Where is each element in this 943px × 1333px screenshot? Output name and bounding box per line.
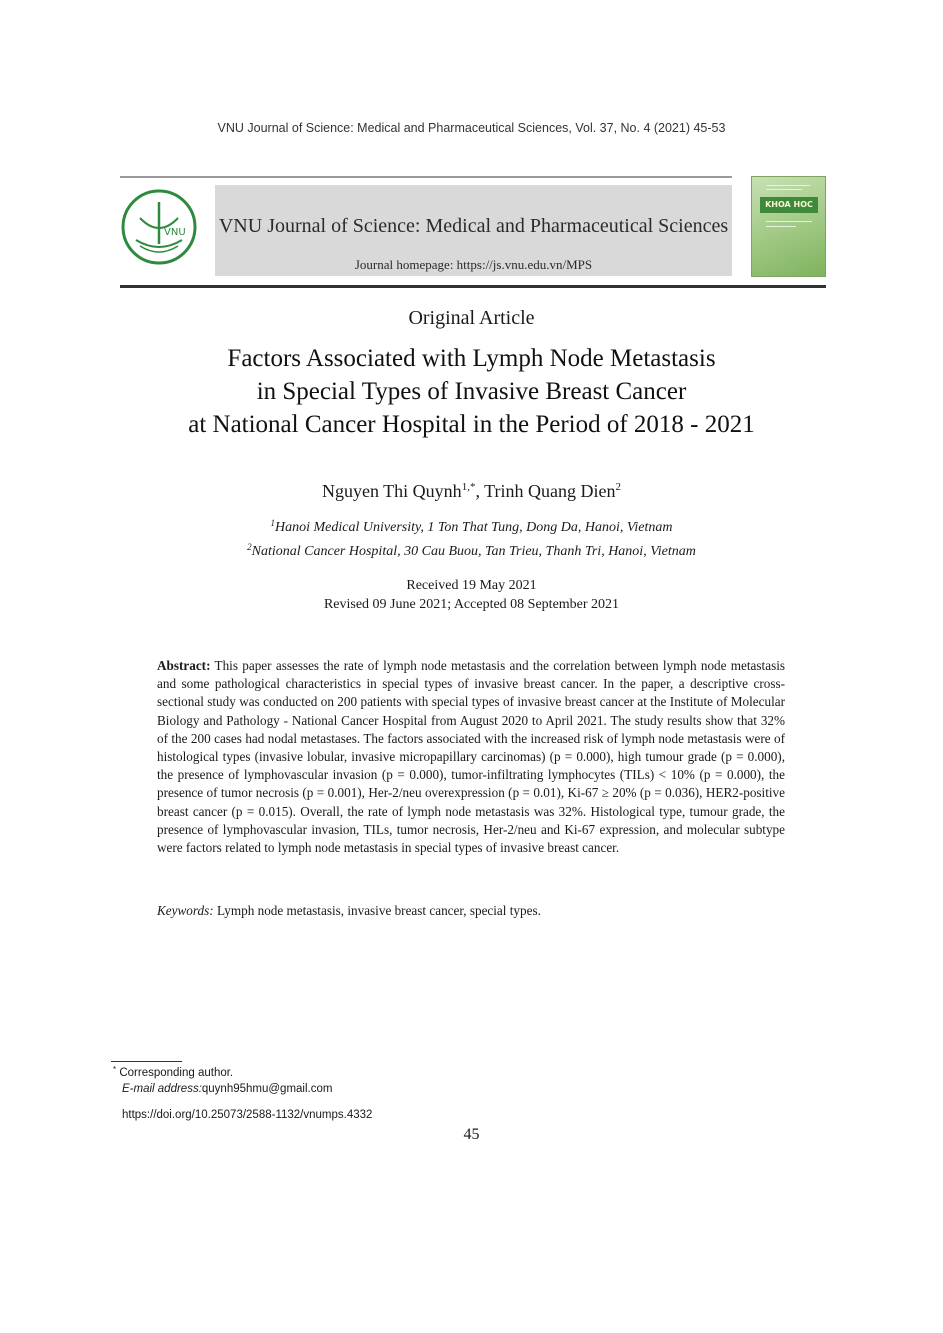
corresponding-email: E-mail address:quynh95hmu@gmail.com: [122, 1083, 333, 1095]
author-affiliation-marker: 1,*: [461, 481, 476, 493]
title-line: in Special Types of Invasive Breast Cancer: [256, 378, 687, 405]
title-line: Factors Associated with Lymph Node Metastasis: [227, 345, 716, 372]
journal-cover-thumbnail: [751, 176, 826, 277]
keywords-heading: Keywords:: [157, 903, 214, 918]
title-line: at National Cancer Hospital in the Period of 2018 - 2021: [188, 411, 755, 438]
abstract-heading: Abstract:: [157, 658, 211, 673]
vnu-logo: [120, 188, 198, 266]
abstract-text: This paper assesses the rate of lymph node metastasis and the correlation between lymph node metastasis and some pathological characteristics in special types of invasive breast cancer. In the paper, a descriptive cross-sectional study was conducted on 200 patients with special types of invasive breast cancer at the Institute of Molecular Biology and Pathology - National Cancer Hospital from August 2020 to April 2021. The study results show that 32% of the 200 cases had nodal metastases. The factors associated with the increased risk of lymph node metastasis were of histological types (invasive lobular, invasive micropapillary carcinomas) (p = 0.000), high tumour grade (p = 0.000), the presence of lymphovascular invasion (p = 0.000), tumor-infiltrating lymphocytes (TILs) < 10% (p = 0.000), the presence of tumor necrosis (p = 0.001), Her-2/neu overexpression (p = 0.01), Ki-67 ≥ 20% (p = 0.036), HER2-positive breast cancer (p = 0.015). Overall, the rate of lymph node metastasis was 32%. Histological type, tumour grade, the presence of lymphovascular invasion, TILs, tumor necrosis, Her-2/neu and Ki-67 expression, and molecular subtype were factors related to lymph node metastasis in special types of invasive breast cancer.: [157, 658, 785, 856]
abstract: [157, 657, 785, 857]
author-separator: ,: [475, 481, 485, 501]
cover-label: KHOA HOC: [765, 200, 813, 209]
revised-accepted-date: Revised 09 June 2021; Accepted 08 September 2021: [323, 597, 620, 612]
corresponding-author-note: * Corresponding author.: [113, 1065, 234, 1079]
author-affiliation-marker: 2: [615, 481, 621, 493]
author-name: Trinh Quang Dien: [484, 481, 616, 501]
author-list: [0, 481, 943, 502]
journal-name: VNU Journal of Science: Medical and Pharmaceutical Sciences: [218, 215, 729, 237]
received-date: Received 19 May 2021: [406, 578, 537, 593]
keywords-text: Lymph node metastasis, invasive breast cancer, special types.: [216, 903, 541, 918]
journal-banner: [215, 185, 732, 276]
keywords: [157, 903, 785, 919]
masthead-bottom-rule: [120, 285, 826, 288]
email-link[interactable]: quynh95hmu@gmail.com: [201, 1083, 333, 1095]
running-header: VNU Journal of Science: Medical and Pharmaceutical Sciences, Vol. 37, No. 4 (2021) 45-53: [217, 121, 726, 135]
footnote-rule: [111, 1061, 182, 1062]
journal-homepage: Journal homepage: https://js.vnu.edu.vn/MPS: [354, 257, 593, 272]
masthead-top-rule: [120, 176, 732, 178]
article-title: [100, 342, 843, 441]
logo-text: VNU: [164, 227, 186, 238]
article-type: Original Article: [408, 307, 535, 329]
author-name: Nguyen Thi Quynh: [322, 481, 462, 501]
doi-link[interactable]: https://doi.org/10.25073/2588-1132/vnumps.4332: [122, 1109, 373, 1121]
vnu-logo-icon: [120, 188, 198, 266]
page-number: 45: [463, 1126, 480, 1143]
affiliation-1: $^1$Hanoi Medical University, 1 Ton That Tung, Dong Da, Hanoi, Vietnam: [270, 518, 673, 535]
affiliation-2: $^2$National Cancer Hospital, 30 Cau Buou, Tan Trieu, Thanh Tri, Hanoi, Vietnam: [247, 542, 696, 559]
